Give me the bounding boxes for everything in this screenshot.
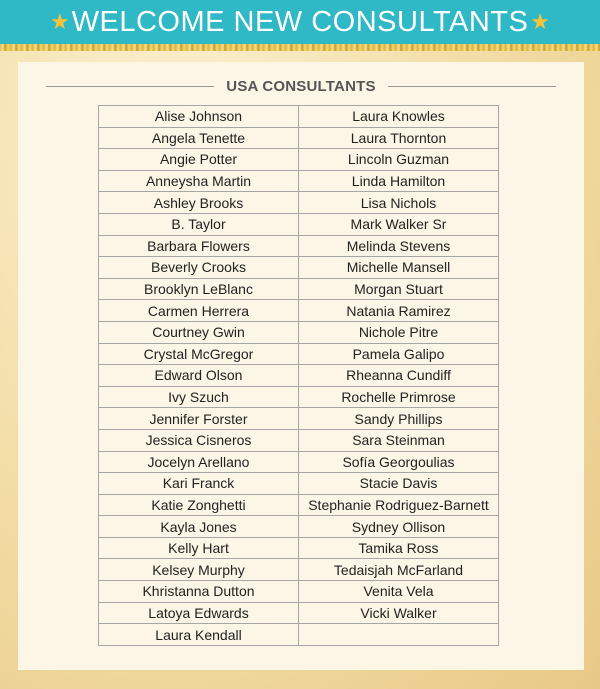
consultant-name-right: Michelle Mansell <box>299 257 499 279</box>
table-row <box>99 451 499 473</box>
table-row <box>99 408 499 430</box>
consultant-name-right: Sara Steinman <box>299 429 499 451</box>
section-title: USA CONSULTANTS <box>226 77 376 95</box>
table-row <box>99 127 499 149</box>
consultant-name-right: Nichole Pitre <box>299 321 499 343</box>
consultant-name-left: Jocelyn Arellano <box>99 451 299 473</box>
consultant-name-right: Sofía Georgoulias <box>299 451 499 473</box>
table-row <box>99 559 499 581</box>
table-row <box>99 149 499 171</box>
table-row <box>99 213 499 235</box>
consultant-name-right: Vicki Walker <box>299 602 499 624</box>
table-row <box>99 386 499 408</box>
heading-rule-left <box>46 86 214 87</box>
table-row <box>99 624 499 646</box>
consultant-name-left: Alise Johnson <box>99 106 299 128</box>
table-row <box>99 494 499 516</box>
consultant-name-left: Jessica Cisneros <box>99 429 299 451</box>
consultant-name-left: Ashley Brooks <box>99 192 299 214</box>
consultant-name-left: Latoya Edwards <box>99 602 299 624</box>
consultant-name-left: Anneysha Martin <box>99 170 299 192</box>
consultant-name-right: Rochelle Primrose <box>299 386 499 408</box>
consultant-name-left: Angie Potter <box>99 149 299 171</box>
consultant-name-right: Laura Thornton <box>299 127 499 149</box>
heading-rule-right <box>388 86 556 87</box>
star-icon: ★ <box>530 9 550 34</box>
consultant-name-left: Kari Franck <box>99 473 299 495</box>
glitter-divider <box>0 44 600 51</box>
consultant-name-left: Laura Kendall <box>99 624 299 646</box>
consultant-name-left: Kayla Jones <box>99 516 299 538</box>
consultant-name-right: Sandy Phillips <box>299 408 499 430</box>
consultant-name-right: Mark Walker Sr <box>299 213 499 235</box>
consultant-name-right: Morgan Stuart <box>299 278 499 300</box>
table-row <box>99 278 499 300</box>
consultant-name-left: Courtney Gwin <box>99 321 299 343</box>
consultant-name-left: B. Taylor <box>99 213 299 235</box>
table-row <box>99 106 499 128</box>
table-row <box>99 257 499 279</box>
consultant-name-right: Sydney Ollison <box>299 516 499 538</box>
section-heading <box>18 76 584 96</box>
table-row <box>99 192 499 214</box>
consultant-name-left: Edward Olson <box>99 365 299 387</box>
consultant-name-left: Brooklyn LeBlanc <box>99 278 299 300</box>
header-banner <box>0 0 600 44</box>
consultant-name-right: Laura Knowles <box>299 106 499 128</box>
star-icon: ★ <box>50 9 70 34</box>
page-title: WELCOME NEW CONSULTANTS <box>71 5 529 38</box>
consultant-name-left: Kelsey Murphy <box>99 559 299 581</box>
consultant-name-right: Tedaisjah McFarland <box>299 559 499 581</box>
consultant-name-right: Venita Vela <box>299 581 499 603</box>
consultant-name-right: Linda Hamilton <box>299 170 499 192</box>
table-row <box>99 473 499 495</box>
table-row <box>99 516 499 538</box>
consultant-name-right: Rheanna Cundiff <box>299 365 499 387</box>
consultant-name-right <box>299 624 499 646</box>
table-row <box>99 170 499 192</box>
consultant-name-right: Lincoln Guzman <box>299 149 499 171</box>
consultant-name-left: Angela Tenette <box>99 127 299 149</box>
consultant-name-left: Ivy Szuch <box>99 386 299 408</box>
consultant-name-right: Stephanie Rodriguez-Barnett <box>299 494 499 516</box>
table-row <box>99 235 499 257</box>
table-row <box>99 300 499 322</box>
table-row <box>99 429 499 451</box>
content-panel <box>18 62 584 670</box>
consultant-name-left: Barbara Flowers <box>99 235 299 257</box>
consultant-name-left: Khristanna Dutton <box>99 581 299 603</box>
table-row <box>99 343 499 365</box>
consultants-table <box>98 105 499 646</box>
consultant-name-left: Jennifer Forster <box>99 408 299 430</box>
consultant-name-right: Lisa Nichols <box>299 192 499 214</box>
table-row <box>99 581 499 603</box>
consultant-name-right: Natania Ramirez <box>299 300 499 322</box>
consultant-name-right: Stacie Davis <box>299 473 499 495</box>
consultant-name-left: Beverly Crooks <box>99 257 299 279</box>
consultant-name-right: Pamela Galipo <box>299 343 499 365</box>
table-row <box>99 602 499 624</box>
consultant-name-left: Katie Zonghetti <box>99 494 299 516</box>
table-row <box>99 365 499 387</box>
table-row <box>99 321 499 343</box>
consultant-name-left: Carmen Herrera <box>99 300 299 322</box>
table-row <box>99 537 499 559</box>
consultant-name-left: Kelly Hart <box>99 537 299 559</box>
consultant-name-left: Crystal McGregor <box>99 343 299 365</box>
consultant-name-right: Melinda Stevens <box>299 235 499 257</box>
consultant-name-right: Tamika Ross <box>299 537 499 559</box>
